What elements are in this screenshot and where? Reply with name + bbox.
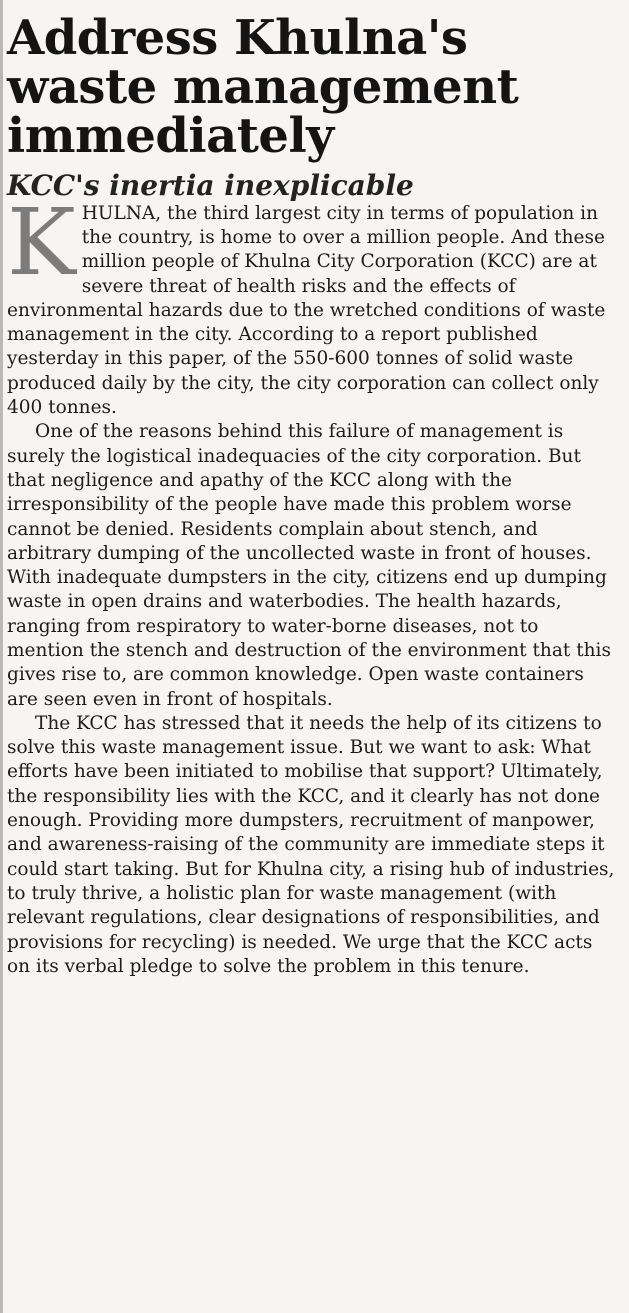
paragraph-2: One of the reasons behind this failure of management is surely the logistical inadequacies of the city corporation. But that negligence and apathy of the KCC along with the irresponsibility of the people have made this problem worse cannot be denied. Residents complain about stench, and arbitrary dumping of the uncollected waste in front of houses. With inadequate dumpsters in the city, citizens end up dumping waste in open drains and waterbodies. The health hazards, ranging from respiratory to water-borne diseases, not to mention the stench and destruction of the environment that this gives rise to, are common knowledge. Open waste containers are seen even in front of hospitals.: [7, 421, 611, 710]
deck-subheadline: KCC's inertia inexplicable: [7, 168, 414, 202]
article-body: [7, 188, 617, 980]
column-rule: [0, 0, 3, 1313]
drop-cap: K: [7, 188, 76, 296]
headline: Address Khulna's waste management immediately: [7, 10, 519, 164]
paragraph-1: [7, 188, 617, 421]
paragraph-1-text: HULNA, the third largest city in terms of population in the country, is home to over a million people. And these million people of Khulna City Corporation (KCC) are at severe threat of health risks and the effects of environmental hazards due to the wretched conditions of waste management in the city. According to a report published yesterday in this paper, of the 550-600 tonnes of solid waste produced daily by the city, the city corporation can collect only 400 tonnes.: [7, 202, 606, 419]
paragraph-3: The KCC has stressed that it needs the help of its citizens to solve this waste management issue. But we want to ask: What efforts have been initiated to mobilise that support? Ultimately, the responsibility lies with the KCC, and it clearly has not done enough. Providing more dumpsters, recruitment of manpower, and awareness-raising of the community are immediate steps it could start taking. But for Khulna city, a rising hub of industries, to truly thrive, a holistic plan for waste management (with relevant regulations, clear designations of responsibilities, and provisions for recycling) is needed. We urge that the KCC acts on its verbal pledge to solve the problem in this tenure.: [7, 712, 615, 977]
